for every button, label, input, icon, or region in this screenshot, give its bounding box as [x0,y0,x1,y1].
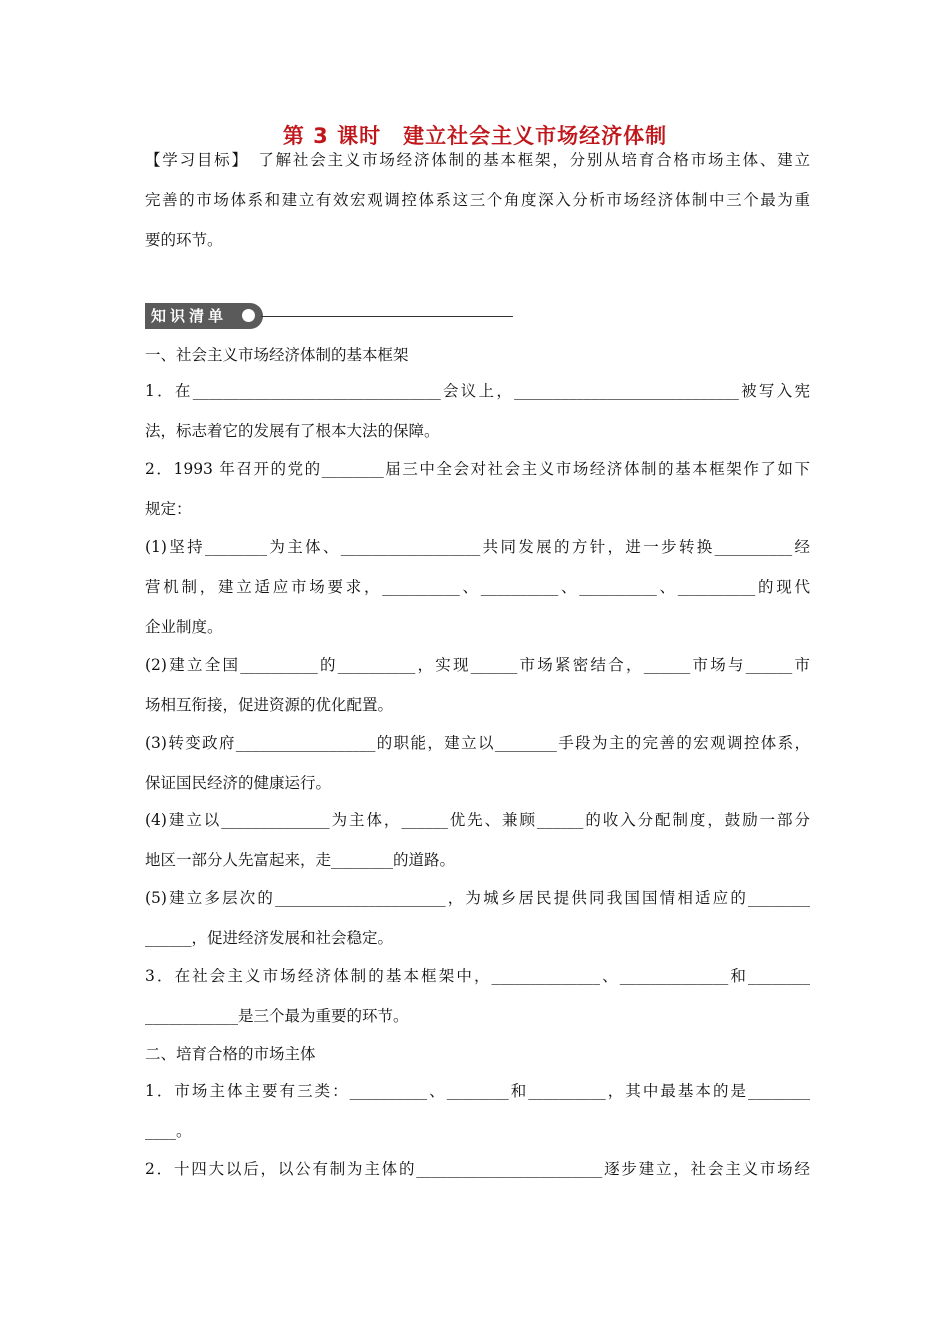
text-line: ____________是三个最为重要的环节。 [145,1007,409,1025]
objective-line-2: 完善的市场体系和建立有效宏观调控体系这三个角度深入分析市场经济体制中三个最为重 [145,191,810,209]
text-line: 3．在社会主义市场经济体制的基本框架中，______________、______________和________ [145,967,810,985]
text-line: 规定： [145,500,192,518]
text-line: (5)建立多层次的______________________，为城乡居民提供同我国国情相适应的________ [145,889,810,907]
text-line: (3)转变政府__________________的职能，建立以________手段为主的完善的宏观调控体系， [145,734,810,752]
bullet-dot-icon [242,309,255,322]
section-divider [261,316,513,317]
text-line: 2．十四大以后，以公有制为主体的________________________逐步建立，社会主义市场经 [145,1160,810,1178]
section-header-knowledge-list [145,303,513,329]
text-line: 企业制度。 [145,618,223,636]
text-line: 1．市场主体主要有三类：__________、________和__________，其中最基本的是________ [145,1082,810,1100]
text-line: 2．1993 年召开的党的________届三中全会对社会主义市场经济体制的基本框架作了如下 [145,460,810,478]
text-line: ______，促进经济发展和社会稳定。 [145,929,394,947]
heading-1: 一、社会主义市场经济体制的基本框架 [145,346,409,364]
heading-2: 二、培育合格的市场主体 [145,1045,316,1063]
text-line: 1．在________________________________会议上，_____________________________被写入宪 [145,382,810,400]
text-line: (2)建立全国__________的__________，实现______市场紧密结合，______市场与______市 [145,656,810,674]
text-line: 营机制，建立适应市场要求，__________、__________、__________、__________的现代 [145,578,810,596]
objective-line-3: 要的环节。 [145,231,223,249]
text-line: (1)坚持________为主体、__________________共同发展的方针，进一步转换__________经 [145,538,810,556]
text-line: 场相互衔接，促进资源的优化配置。 [145,696,394,714]
objective-line-1: 【学习目标】 了解社会主义市场经济体制的基本框架，分别从培育合格市场主体、建立 [145,151,810,169]
text-line: 保证国民经济的健康运行。 [145,774,332,792]
page-title: 第 3 课时 建立社会主义市场经济体制 [282,124,668,148]
text-line: 法，标志着它的发展有了根本大法的保障。 [145,422,440,440]
text-line: 地区一部分人先富起来，走________的道路。 [145,851,456,869]
text-line: ____。 [145,1122,192,1140]
section-label: 知识清单 [145,303,263,329]
text-line: (4)建立以______________为主体，______优先、兼顾______的收入分配制度，鼓励一部分 [145,811,810,829]
